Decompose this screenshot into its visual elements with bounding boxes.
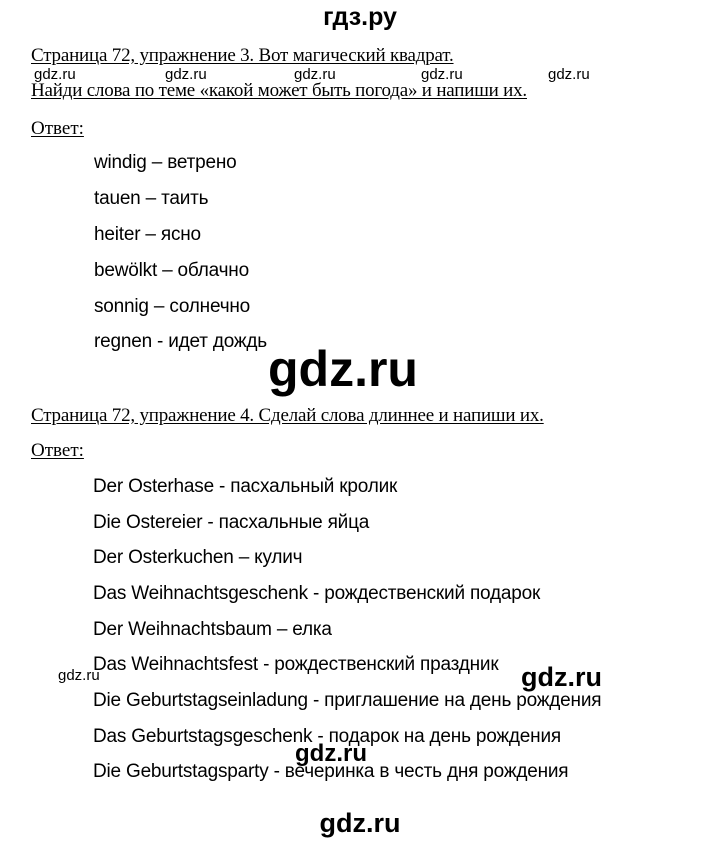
exercise-4-entry: Der Osterkuchen – кулич (93, 547, 303, 568)
exercise-4-entry: Das Weihnachtsgeschenk - рождественский подарок (93, 583, 541, 604)
footer-watermark: gdz.ru (319, 808, 401, 838)
watermark-mid: gdz.ru (295, 740, 367, 767)
watermark-small: gdz.ru (165, 66, 207, 83)
exercise-3-entry: bewölkt – облачно (94, 260, 249, 281)
watermark-small: gdz.ru (548, 66, 590, 83)
exercise-3-entry: tauen – таить (94, 188, 209, 209)
watermark-small: gdz.ru (58, 667, 100, 684)
site-header: гдз.ру (323, 3, 397, 31)
exercise-3-entry: heiter – ясно (94, 224, 201, 245)
exercise-3-answer-label: Ответ: (31, 118, 84, 139)
exercise-3-entry: sonnig – солнечно (94, 296, 251, 317)
exercise-3-entry: regnen - идет дождь (94, 331, 267, 352)
exercise-3-title-line-1: Страница 72, упражнение 3. Вот магический квадрат. (31, 45, 454, 66)
exercise-4-entry: Die Ostereier - пасхальные яйца (93, 512, 370, 533)
exercise-4-entry: Der Weihnachtsbaum – елка (93, 619, 332, 640)
exercise-4-title: Страница 72, упражнение 4. Сделай слова длиннее и напиши их. (31, 405, 544, 426)
exercise-3-title-line-2: Найди слова по теме «какой может быть погода» и напиши их. (31, 80, 527, 101)
exercise-3-entry: windig – ветрено (94, 152, 237, 173)
watermark-small: gdz.ru (294, 66, 336, 83)
exercise-4-entry: Das Weihnachtsfest - рождественский праздник (93, 654, 499, 675)
exercise-4-entry: Die Geburtstagseinladung - приглашение на день рождения (93, 690, 602, 711)
watermark-small: gdz.ru (34, 66, 76, 83)
watermark-mid: gdz.ru (521, 662, 602, 692)
watermark-small: gdz.ru (421, 66, 463, 83)
exercise-4-entry: Die Geburtstagsparty - вечеринка в честь дня рождения (93, 761, 569, 782)
exercise-4-entry: Das Geburtstagsgeschenk - подарок на день рождения (93, 726, 561, 747)
watermark-big: gdz.ru (268, 341, 418, 397)
exercise-4-entry: Der Osterhase - пасхальный кролик (93, 476, 398, 497)
exercise-4-answer-label: Ответ: (31, 440, 84, 461)
